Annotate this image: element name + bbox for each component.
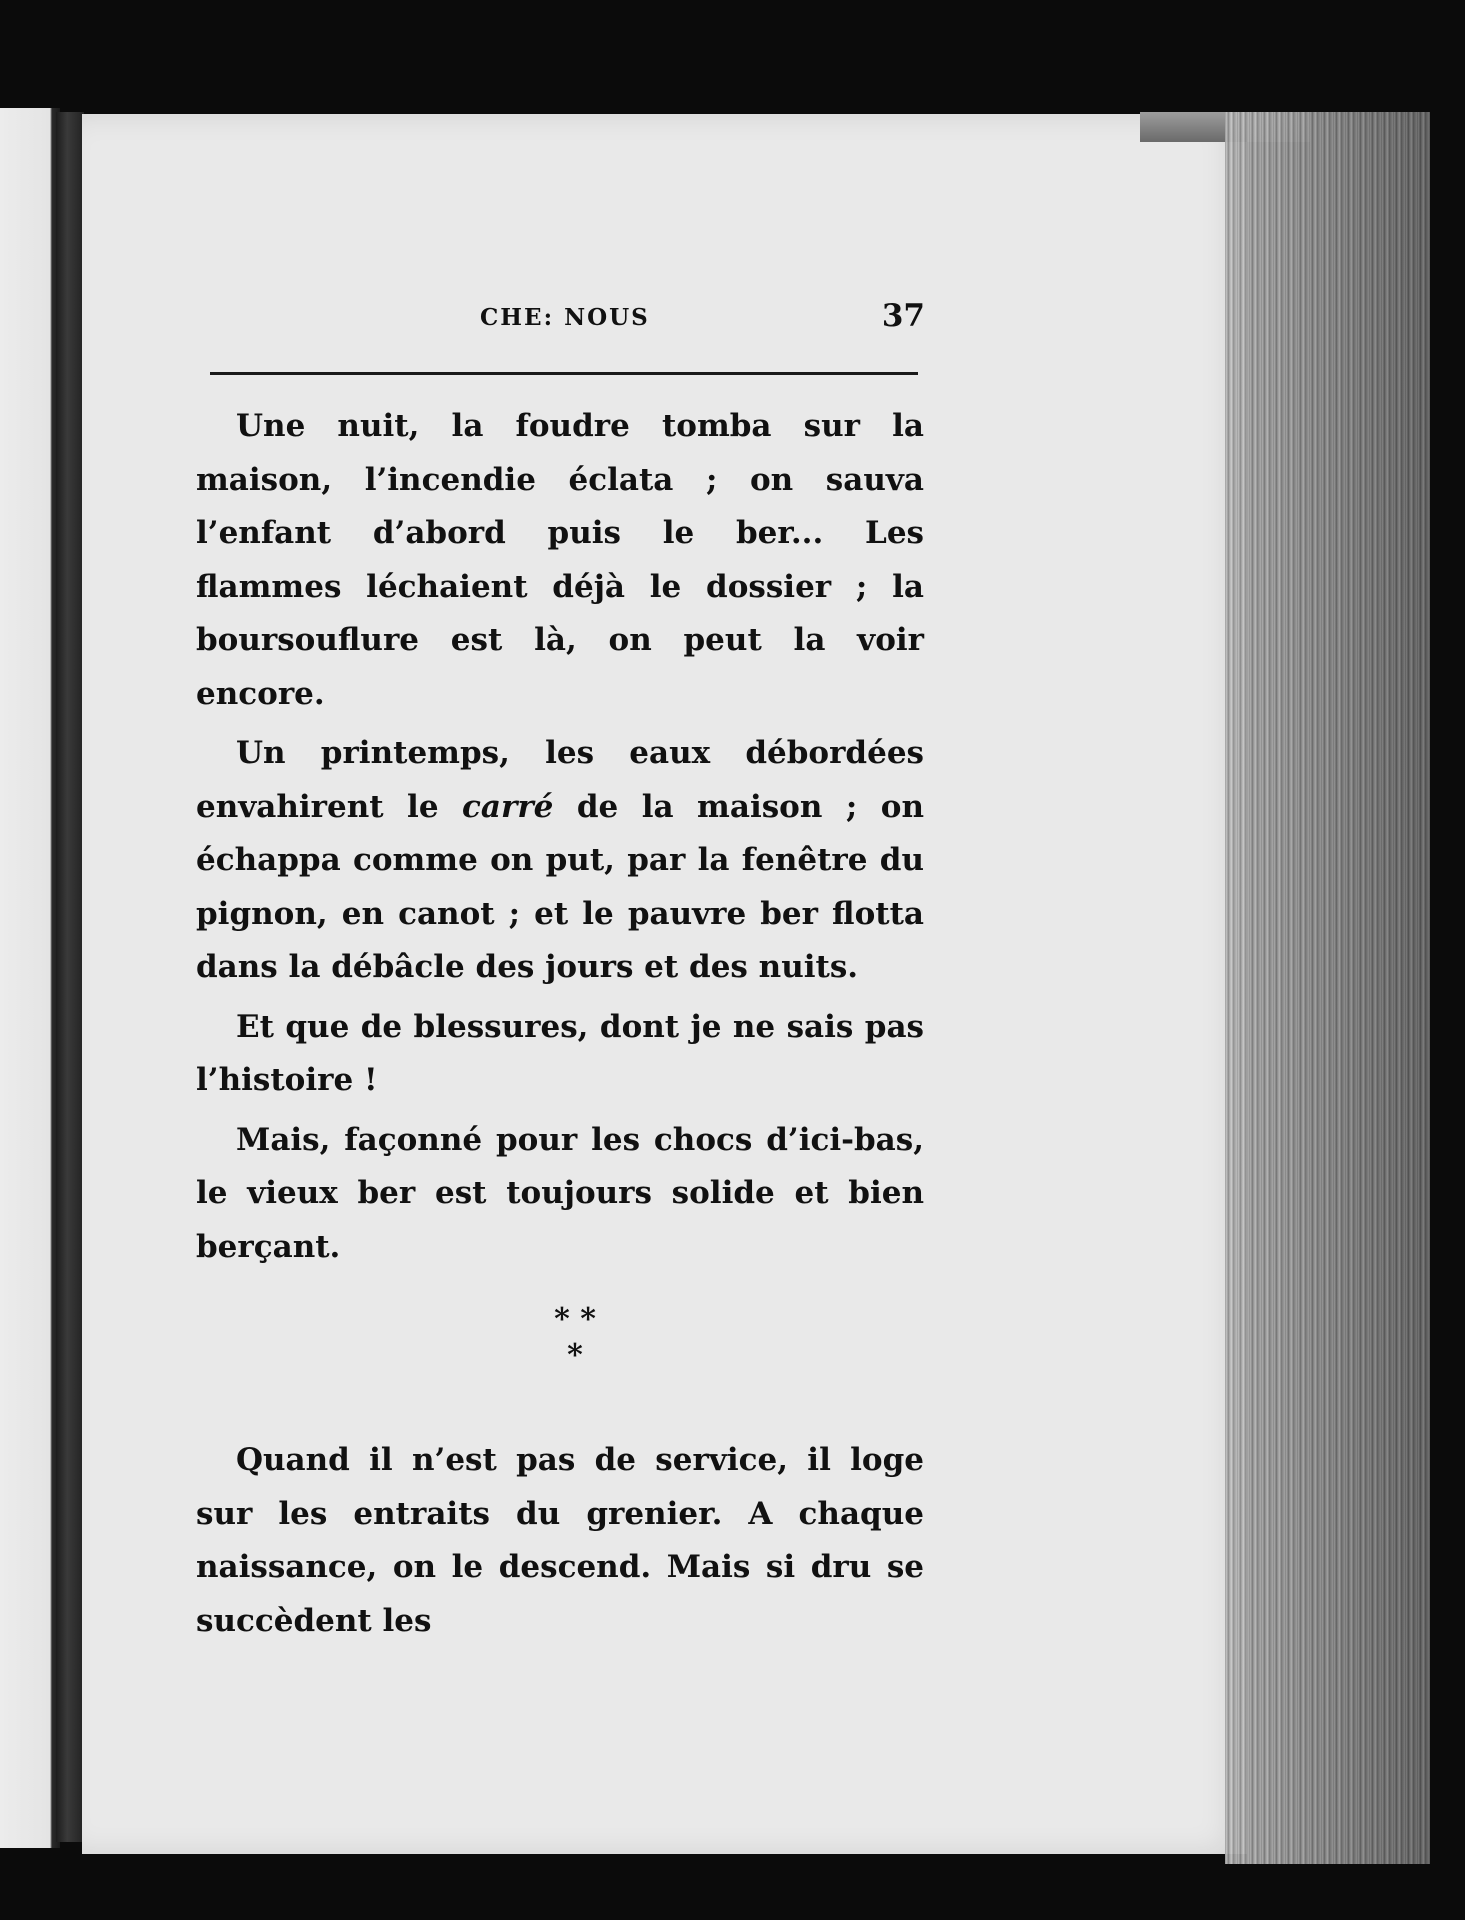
paragraph: [196, 1001, 924, 1108]
asterism-divider: [226, 1302, 924, 1374]
facing-page-edge: [0, 108, 60, 1848]
paragraph-text: de la maison ; on échappa comme on put, par la fenêtre du pignon, en canot ; et le pauvre ber flotta dans la débâcle des jours et des nuits.: [196, 788, 924, 985]
paragraph: [196, 1114, 924, 1275]
page-block-edges: [1225, 112, 1430, 1864]
paragraph: [196, 727, 924, 995]
closing-paragraph: [196, 1434, 924, 1648]
paragraph-text: Quand il n’est pas de service, il loge sur les entraits du grenier. A chaque naissance, on le descend. Mais si dru se succèdent les: [196, 1442, 924, 1639]
section-gap: [196, 1388, 924, 1434]
paragraph-text: Un printemps, les eaux débordées envahirent le: [196, 735, 924, 825]
paragraph-text: Une nuit, la foudre tomba sur la maison, l’incendie éclata ; on sauva l’enfant d’abord puis le ber... Les flammes léchaient déjà le dossier ; la boursouflure est là, on peut la voir encore.: [196, 408, 924, 712]
paragraph-text: Mais, façonné pour les chocs d’ici-bas, le vieux ber est toujours solide et bien berçant.: [196, 1121, 924, 1265]
body-text: [196, 400, 924, 1654]
page-number: 37: [881, 298, 925, 334]
running-head: [200, 298, 930, 338]
asterism-line: *: [567, 1338, 583, 1373]
header-rule: [210, 372, 918, 375]
asterism-line: * *: [554, 1302, 596, 1337]
paragraph: [196, 400, 924, 721]
italic-word: carré: [462, 788, 554, 825]
paragraph-text: Et que de blessures, dont je ne sais pas l’histoire !: [196, 1008, 924, 1098]
running-title: CHE: NOUS: [480, 304, 650, 331]
book-spine: [56, 112, 84, 1842]
